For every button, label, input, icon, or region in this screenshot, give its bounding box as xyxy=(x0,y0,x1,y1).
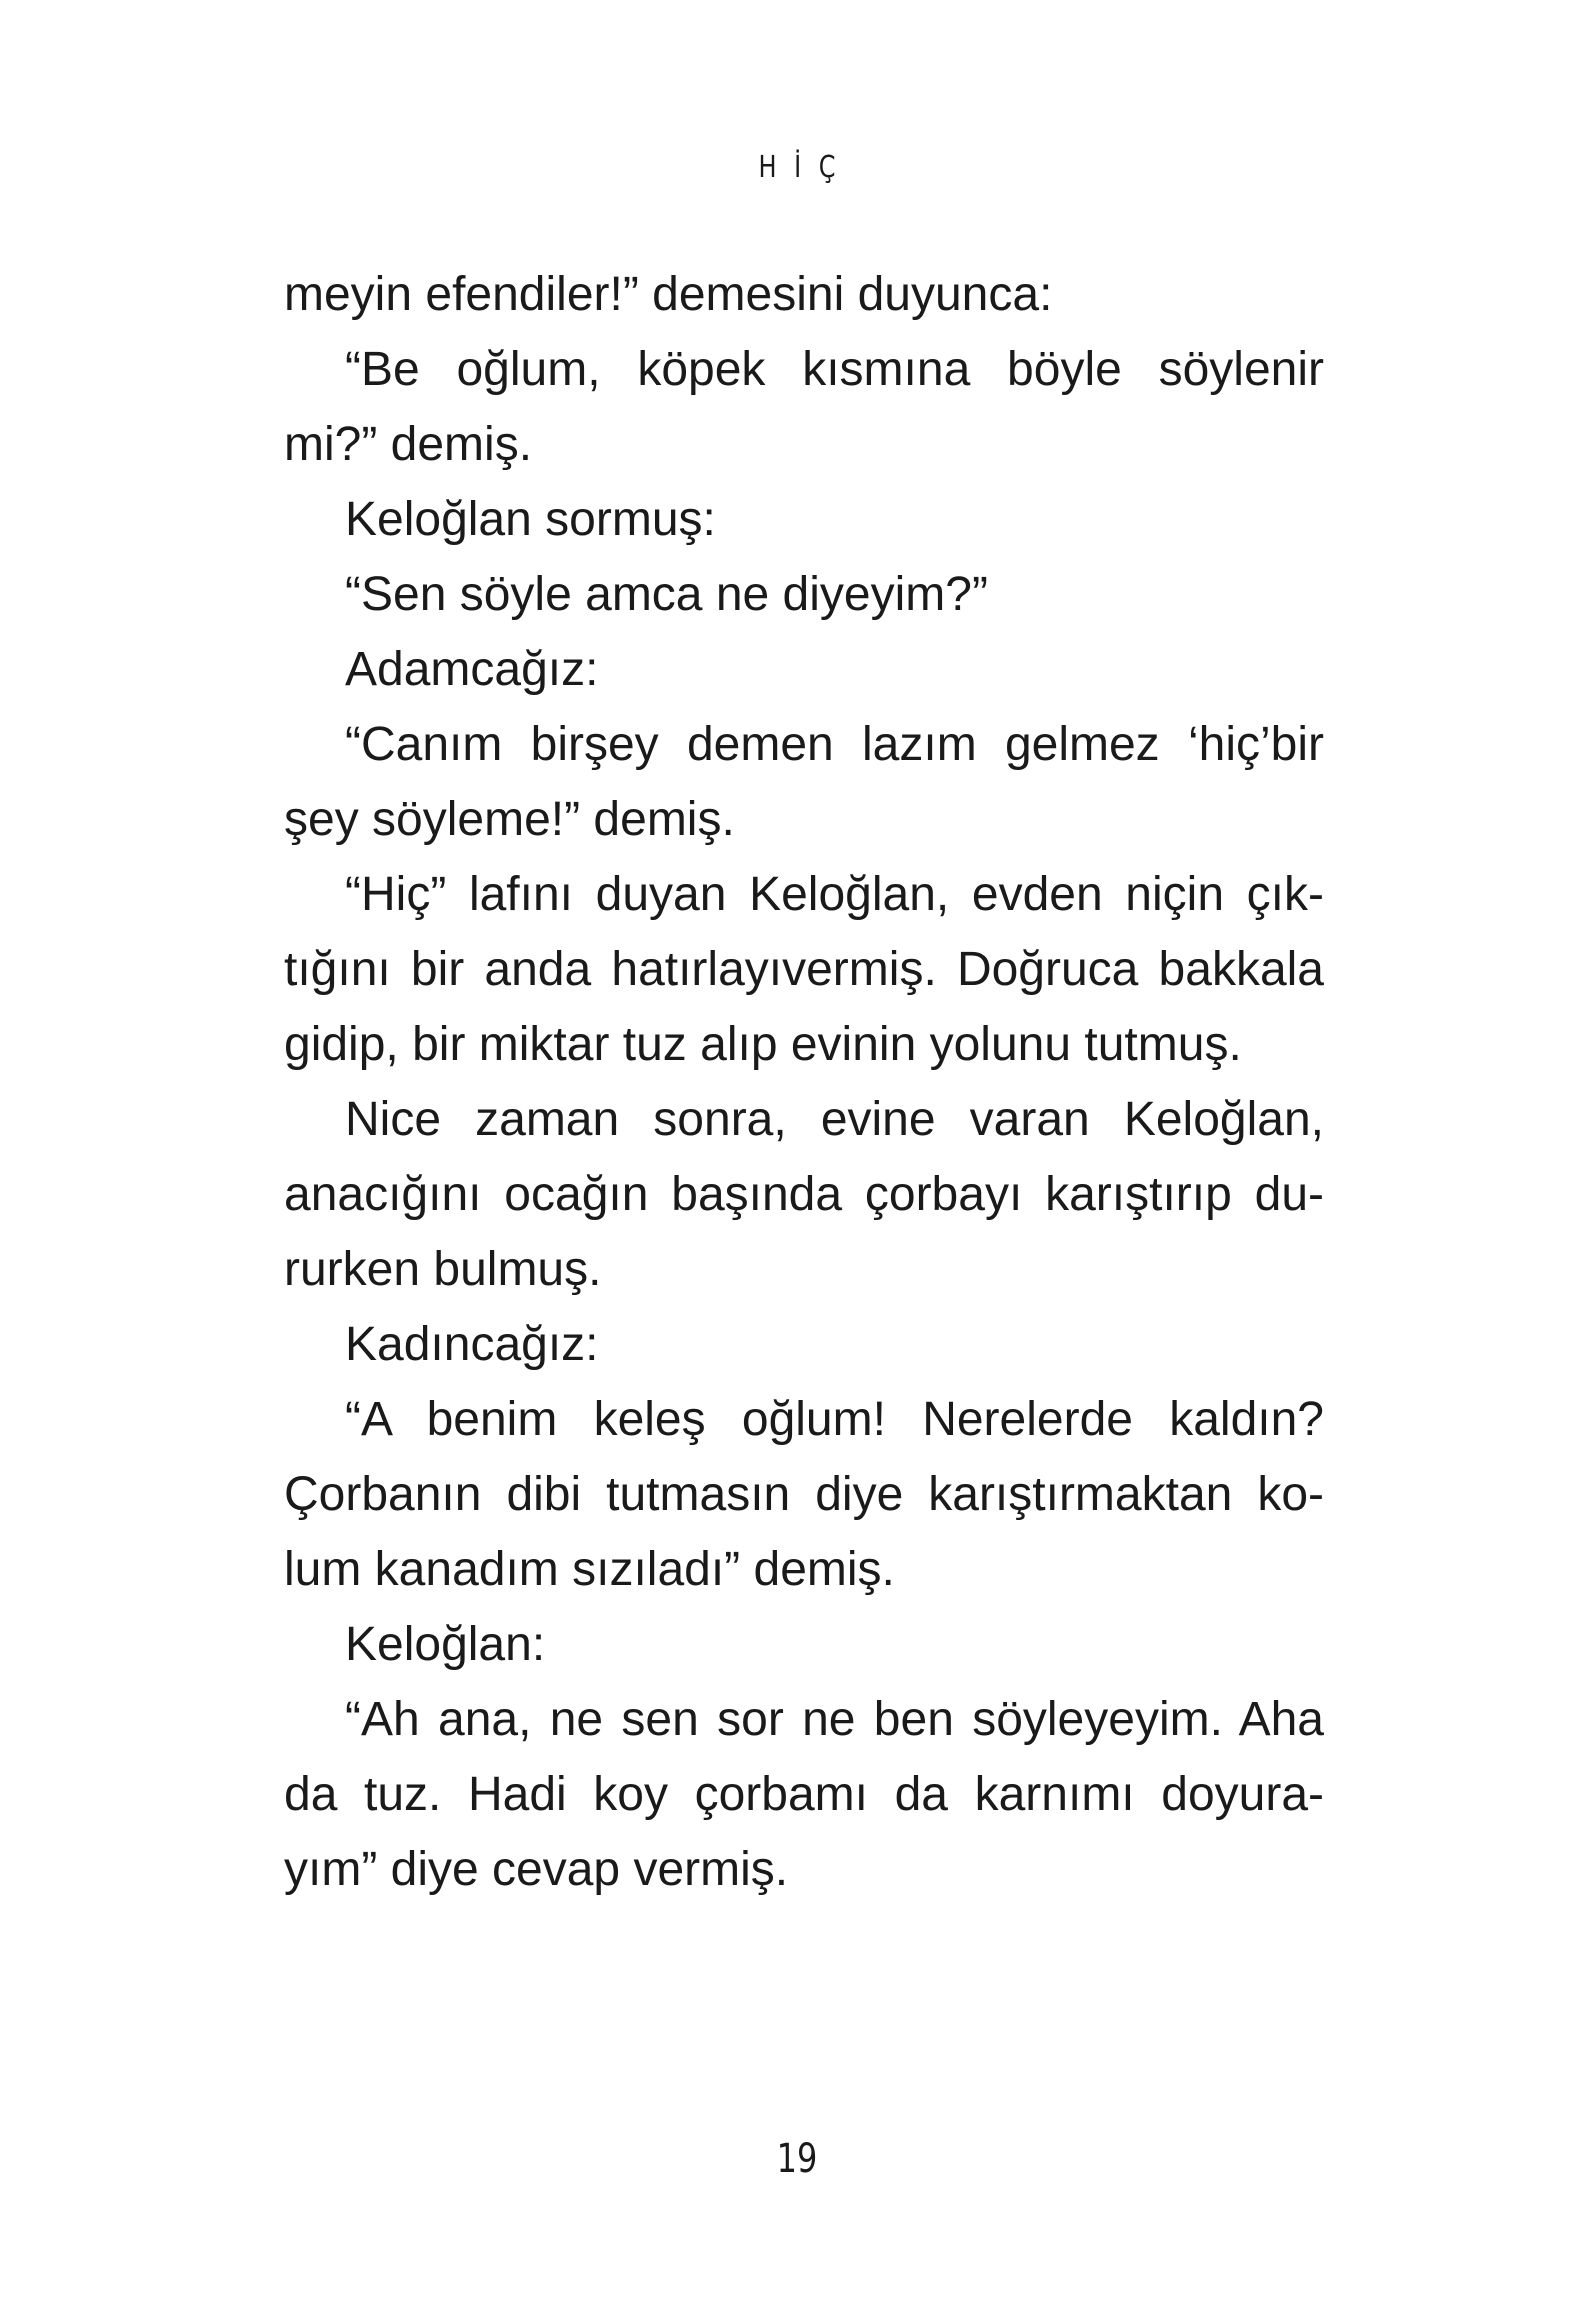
text-line: Nice zaman sonra, evine varan Keloğlan, xyxy=(345,1093,1324,1146)
text-line: yım” diye cevap vermiş. xyxy=(284,1843,789,1896)
running-header: HİÇ xyxy=(758,150,854,185)
text-line: Keloğlan: xyxy=(345,1618,546,1671)
text-line: tığını bir anda hatırlayıvermiş. Doğruca bakkala xyxy=(284,943,1324,996)
text-line: Çorbanın dibi tutmasın diye karıştırmaktan ko- xyxy=(284,1468,1324,1521)
text-line: “A benim keleş oğlum! Nerelerde kaldın? xyxy=(345,1393,1324,1446)
text-line: “Hiç” lafını duyan Keloğlan, evden niçin çık- xyxy=(345,868,1324,921)
text-line: “Be oğlum, köpek kısmına böyle söylenir xyxy=(345,343,1324,396)
text-line: Keloğlan sormuş: xyxy=(345,493,716,546)
text-line: meyin efendiler!” demesini duyunca: xyxy=(284,268,1053,321)
text-line: lum kanadım sızıladı” demiş. xyxy=(284,1543,895,1596)
text-line: rurken bulmuş. xyxy=(284,1243,602,1296)
text-line: “Ah ana, ne sen sor ne ben söyleyeyim. Aha xyxy=(345,1693,1324,1746)
text-line: şey söyleme!” demiş. xyxy=(284,793,735,846)
text-line: mi?” demiş. xyxy=(284,418,533,471)
text-line: da tuz. Hadi koy çorbamı da karnımı doyura- xyxy=(284,1768,1324,1821)
text-line: Kadıncağız: xyxy=(345,1318,599,1371)
text-line: “Canım birşey demen lazım gelmez ‘hiç’bir xyxy=(345,718,1324,771)
body-text xyxy=(284,257,1324,1907)
text-line: “Sen söyle amca ne diyeyim?” xyxy=(345,568,988,621)
text-line: anacığını ocağın başında çorbayı karıştırıp du- xyxy=(284,1168,1324,1221)
text-line: gidip, bir miktar tuz alıp evinin yolunu tutmuş. xyxy=(284,1018,1242,1071)
text-line: Adamcağız: xyxy=(345,643,599,696)
page-number: 19 xyxy=(776,2136,818,2182)
